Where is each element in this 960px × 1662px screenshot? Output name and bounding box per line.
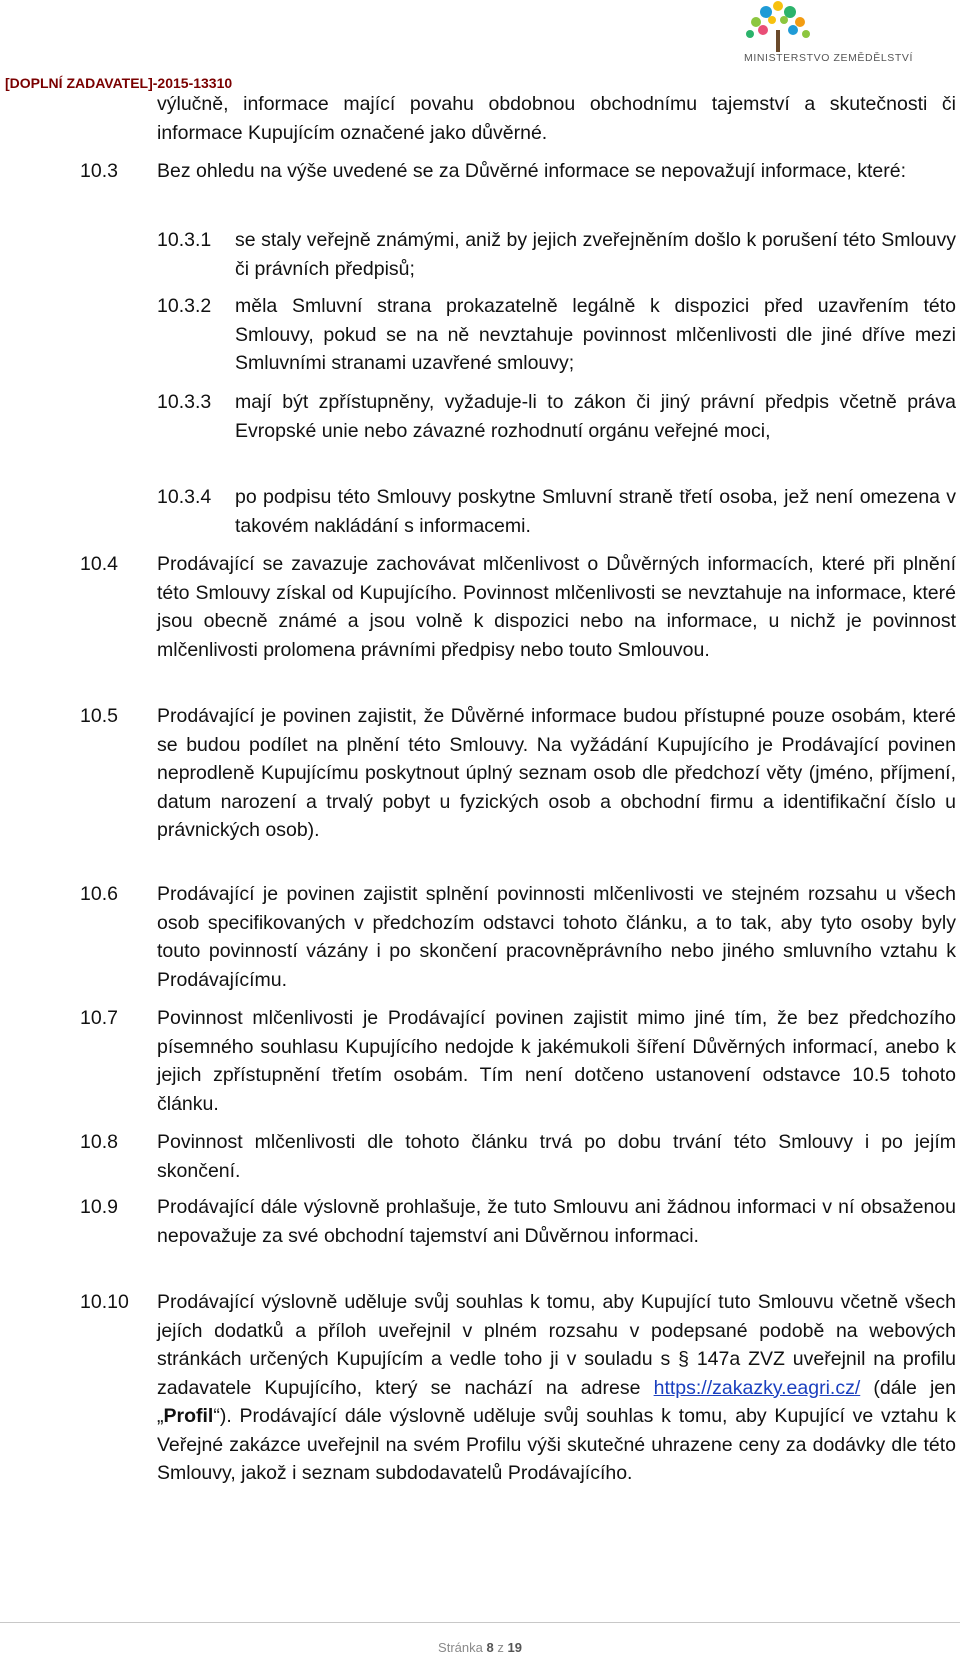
profile-term: Profil <box>163 1405 214 1427</box>
subparagraph-10-3-3 <box>157 388 956 445</box>
paragraph-text: Prodávající dále výslovně prohlašuje, že tuto Smlouvu ani žádnou informaci v ní obsaženou nepovažuje za své obchodní tajemství ani Důvěrnou informaci. <box>157 1196 956 1247</box>
paragraph-number: 10.6 <box>80 883 118 905</box>
paragraph-10-9 <box>80 1193 956 1250</box>
paragraph-text: Povinnost mlčenlivosti dle tohoto článku trvá po dobu trvání této Smlouvy i po jejím skončení. <box>157 1131 956 1182</box>
subparagraph-number: 10.3.1 <box>157 229 212 251</box>
subparagraph-text: se staly veřejně známými, aniž by jejich zveřejněním došlo k porušení této Smlouvy či právních předpisů; <box>235 229 956 280</box>
paragraph-text <box>157 1288 956 1488</box>
paragraph-10-7 <box>80 1004 956 1118</box>
subparagraph-text: měla Smluvní strana prokazatelně legálně k dispozici před uzavřením této Smlouvy, pokud se na ně nevztahuje povinnost mlčenlivosti dle jiné dříve mezi Smluvními stranami uzavřené smlouvy; <box>235 295 956 374</box>
paragraph-number: 10.10 <box>80 1291 129 1313</box>
subparagraph-10-3-2 <box>157 292 956 378</box>
subparagraph-number: 10.3.4 <box>157 486 212 508</box>
paragraph-10-6 <box>80 880 956 994</box>
paragraph-10-10 <box>80 1288 956 1488</box>
subparagraph-text: mají být zpřístupněny, vyžaduje-li to zákon či jiný právní předpis včetně práva Evropské unie nebo závazné rozhodnutí orgánu veřejné moci, <box>235 391 956 442</box>
paragraph-number: 10.9 <box>80 1196 118 1218</box>
subparagraph-text: po podpisu této Smlouvy poskytne Smluvní straně třetí osoba, jež není omezena v takovém nakládání s informacemi. <box>235 486 956 537</box>
paragraph-text: Bez ohledu na výše uvedené se za Důvěrné informace se nepovažují informace, které: <box>157 160 907 182</box>
paragraph-number: 10.4 <box>80 553 118 575</box>
profile-link[interactable]: https://zakazky.eagri.cz/ <box>653 1376 861 1399</box>
intro-paragraph: výlučně, informace mající povahu obdobnou obchodnímu tajemství a skutečnosti či informace Kupujícím označené jako důvěrné. <box>157 93 956 144</box>
paragraph-number: 10.3 <box>80 160 118 182</box>
paragraph-text-part: (dále jen „ <box>157 1376 956 1427</box>
page-footer <box>0 1640 960 1655</box>
footer-separator: z <box>497 1640 504 1655</box>
paragraph-number: 10.5 <box>80 705 118 727</box>
paragraph-text: Povinnost mlčenlivosti je Prodávající povinen zajistit mimo jiné tím, že bez předchozího písemného souhlasu Kupujícího nedojde k jakémukoli šíření Důvěrných informací, anebo k jejich zpřístupnění třetím osobám. Tím není dotčeno ustanovení odstavce 10.5 tohoto článku. <box>157 1007 956 1115</box>
current-page: 8 <box>486 1640 494 1655</box>
footer-divider <box>0 1622 960 1623</box>
paragraph-10-4 <box>80 550 956 664</box>
paragraph-number: 10.8 <box>80 1131 118 1153</box>
paragraph-10-5 <box>80 702 956 845</box>
paragraph-text: Prodávající je povinen zajistit splnění povinnosti mlčenlivosti ve stejném rozsahu u všech osob specifikovaných v předchozím odstavci tohoto článku, a to tak, aby tyto osoby byly touto povinností vázány i po skončení pracovněprávního nebo jiného smluvního vztahu k Prodávajícímu. <box>157 883 956 991</box>
paragraph-text-part: “). Prodávající dále výslovně uděluje svůj souhlas k tomu, aby Kupující ve vztahu k Veřejné zakázce uveřejnil na svém Profilu výši skutečné uhrazene ceny za dodávky dle této Smlouvy, jakož i seznam subdodavatelů Prodávajícího. <box>157 1405 956 1484</box>
paragraph-text: Prodávající je povinen zajistit, že Důvěrné informace budou přístupné pouze osobám, které se budou podílet na plnění této Smlouvy. Na vyžádání Kupujícího je Prodávající povinen neprodleně Kupujícímu poskytnout úplný seznam osob dle předchozí věty (jméno, příjmení, datum narození a trvalý pobyt u fyzických osob a obchodní firmu a identifikační číslo u právnických osob). <box>157 705 956 841</box>
ministry-logo <box>736 0 946 75</box>
paragraph-10-8 <box>80 1128 956 1185</box>
subparagraph-number: 10.3.3 <box>157 391 212 413</box>
paragraph-number: 10.7 <box>80 1007 118 1029</box>
paragraph-text: Prodávající se zavazuje zachovávat mlčenlivost o Důvěrných informacích, které při plnění této Smlouvy získal od Kupujícího. Povinnost mlčenlivosti se nevztahuje na informace, které jsou obecně známé a jsou volně k dispozici nebo na informace, u nichž je povinnost mlčenlivosti prolomena právními předpisy nebo touto Smlouvou. <box>157 553 956 661</box>
logo-text: MINISTERSTVO ZEMĚDĚLSTVÍ <box>744 52 914 64</box>
tree-logo-icon <box>736 0 856 55</box>
subparagraph-10-3-4 <box>157 483 956 540</box>
subparagraph-number: 10.3.2 <box>157 295 212 317</box>
paragraph-text-part: Prodávající výslovně uděluje svůj souhlas k tomu, aby Kupující tuto Smlouvu včetně všech jejích dodatků a příloh uveřejnil v plném rozsahu v podepsané podobě na webových stránkách určených Kupujícím a vedle toho ji v souladu s § 147a ZVZ uveřejnil na profilu zadavatele Kupujícího, který se nachází na adrese <box>157 1291 956 1399</box>
paragraph-10-3 <box>80 157 956 186</box>
subparagraph-10-3-1 <box>157 226 956 283</box>
footer-prefix: Stránka <box>438 1640 483 1655</box>
total-pages: 19 <box>507 1640 522 1655</box>
document-id: [DOPLNÍ ZADAVATEL]-2015-13310 <box>5 75 233 91</box>
